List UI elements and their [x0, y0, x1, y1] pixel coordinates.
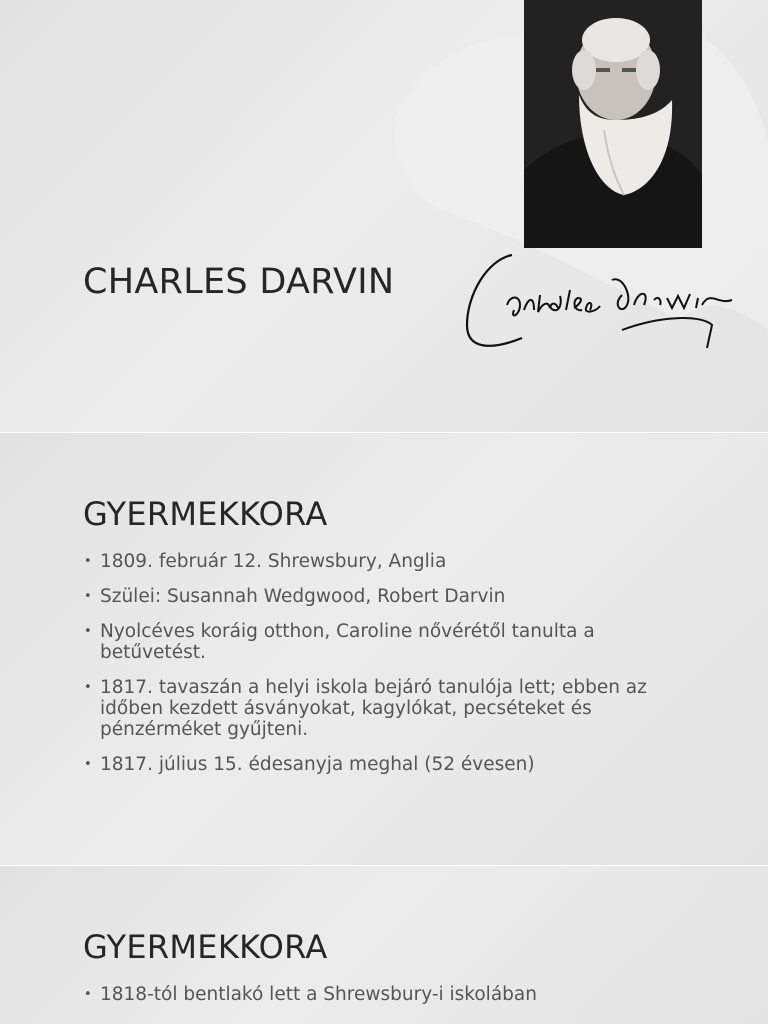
list-item [83, 984, 693, 1005]
bullet-icon: • [84, 624, 92, 639]
slide-heading: GYERMEKKORA [83, 928, 328, 966]
list-item [83, 677, 693, 740]
list-item [83, 551, 693, 572]
slide-title-text: CHARLES DARVIN [83, 262, 395, 302]
bullet-icon: • [84, 680, 92, 695]
slide-title [0, 0, 768, 432]
signature-image [462, 250, 747, 355]
slide-childhood-2 [0, 866, 768, 1024]
bullet-list [83, 551, 693, 789]
list-item-text: Nyolcéves koráig otthon, Caroline nővérétől tanulta a betűvetést. [100, 621, 595, 663]
list-item [83, 621, 693, 663]
bullet-icon: • [84, 757, 92, 772]
bullet-icon: • [84, 589, 92, 604]
bullet-icon: • [84, 987, 92, 1002]
list-item-text: 1818-tól bentlakó lett a Shrewsbury-i iskolában [100, 984, 537, 1005]
list-item [83, 586, 693, 607]
list-item-text: 1817. július 15. édesanyja meghal (52 évesen) [100, 754, 535, 775]
list-item [83, 754, 693, 775]
slide-childhood-1 [0, 433, 768, 865]
list-item-text: 1817. tavaszán a helyi iskola bejáró tanulója lett; ebben az időben kezdett ásványokat, kagylókat, pecséteket és pénzérméket gyűjteni. [100, 677, 647, 740]
bullet-icon: • [84, 554, 92, 569]
bullet-list [83, 984, 693, 1019]
list-item-text: Szülei: Susannah Wedgwood, Robert Darvin [100, 586, 506, 607]
portrait-photo [524, 0, 702, 248]
list-item-text: 1809. február 12. Shrewsbury, Anglia [100, 551, 447, 572]
slide-heading: GYERMEKKORA [83, 495, 328, 533]
